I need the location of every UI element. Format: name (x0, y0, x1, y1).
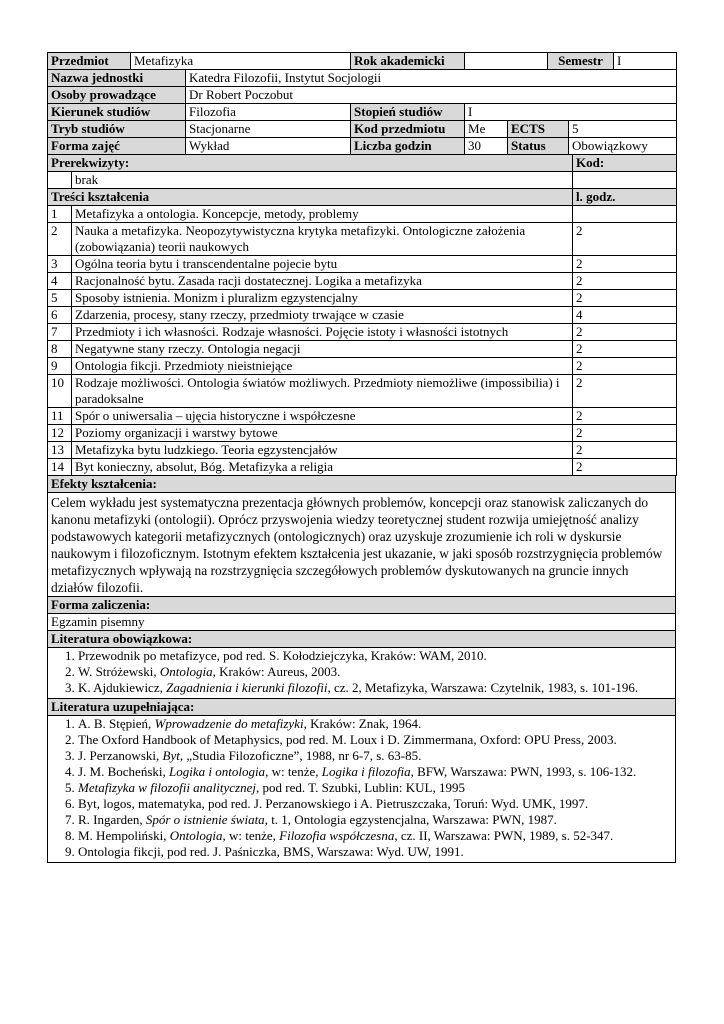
prerekwizyty-kod-value (573, 172, 677, 189)
tresci-row-topic: Byt konieczny, absolut, Bóg. Metafizyka a religia (72, 459, 573, 476)
tresci-row-hours: 2 (573, 223, 677, 256)
literature-text: J. M. Bocheński, (78, 764, 169, 779)
literatura-obowiazkowa-cell (48, 648, 676, 699)
tresci-row-hours (573, 206, 677, 223)
stopien-value: I (465, 104, 677, 121)
literature-text: , Kraków: Aureus, 2003. (212, 664, 341, 679)
stopien-label: Stopień studiów (351, 104, 465, 121)
tresci-row-number: 8 (48, 341, 72, 358)
literature-text: Przewodnik po metafizyce, pod red. S. Kołodziejczyka, Kraków: WAM, 2010. (78, 648, 487, 663)
tresci-row-number: 14 (48, 459, 72, 476)
literature-item (78, 732, 672, 748)
tresci-row-hours: 2 (573, 358, 677, 375)
tresci-row-number: 5 (48, 290, 72, 307)
literature-title: Spór o istnienie świata (145, 812, 265, 827)
zaliczenie-value: Egzamin pisemny (48, 614, 676, 631)
prerekwizyty-value: brak (72, 172, 573, 189)
semestr-label: Semestr (548, 53, 614, 70)
kod-value: Me (465, 121, 508, 138)
syllabus-sheet (47, 52, 676, 863)
forma-value: Wykład (186, 138, 351, 155)
kod-label: Kod przedmiotu (351, 121, 465, 138)
literature-text: , w: tenże, (265, 764, 322, 779)
tresci-row-topic: Sposoby istnienia. Monizm i pluralizm egzystencjalny (72, 290, 573, 307)
rok-label: Rok akademicki (351, 53, 465, 70)
literatura-uzupelniajaca-label: Literatura uzupełniająca: (48, 699, 676, 716)
tresci-rows (48, 206, 677, 476)
tresci-row (48, 459, 677, 476)
jednostka-value: Katedra Filozofii, Instytut Socjologii (186, 70, 677, 87)
tresci-row-number: 12 (48, 425, 72, 442)
literatura-uzupelniajaca-list (51, 716, 672, 860)
godz-header: l. godz. (573, 189, 677, 206)
tresci-row-number: 4 (48, 273, 72, 290)
literature-title: Logika i ontologia (169, 764, 266, 779)
literature-item (78, 680, 672, 696)
efekty-text: Celem wykładu jest systematyczna prezentacja głównych problemów, koncepcji oraz stanowisk zaliczanych do kanonu metafizyki (ontologii). Oprócz przyswojenia wiedzy teoretycznej student rozwija umiejętność analizy podstawowych kategorii metafizycznych (ontologicznych) oraz uzyskuje zrozumienie ich roli w dyskursie naukowym i filozoficznym. Istotnym efektem kształcenia jest ukazanie, w jaki sposób rozstrzygnięcia problemów metafizycznych wpływają na rozstrzygnięcia szczegółowych problemów dyskutowanych na gruncie innych działów filozofii. (48, 493, 676, 597)
literature-text: , „Studia Filozoficzne”, 1988, nr 6-7, s. 63-85. (179, 748, 422, 763)
status-value: Obowiązkowy (569, 138, 677, 155)
tresci-row-topic: Rodzaje możliwości. Ontologia światów możliwych. Przedmioty niemożliwe (impossibilia) i paradoksalne (72, 375, 573, 408)
tresci-row (48, 324, 677, 341)
tresci-row-topic: Poziomy organizacji i warstwy bytowe (72, 425, 573, 442)
literatura-uzupelniajaca-cell (48, 716, 676, 863)
literature-text: , Kraków: Znak, 1964. (303, 716, 422, 731)
literature-item (78, 844, 672, 860)
tresci-row (48, 307, 677, 324)
tresci-row-topic: Metafizyka bytu ludzkiego. Teoria egzystencjałów (72, 442, 573, 459)
literature-item (78, 828, 672, 844)
tresci-row-hours: 2 (573, 459, 677, 476)
literature-title: Ontologia (169, 828, 223, 843)
literature-title: Wprowadzenie do metafizyki (154, 716, 304, 731)
literature-item (78, 796, 672, 812)
tresci-row-hours: 2 (573, 408, 677, 425)
tresci-row-hours: 4 (573, 307, 677, 324)
literature-text: , BFW, Warszawa: PWN, 1993, s. 106-132. (410, 764, 637, 779)
tresci-row-hours: 2 (573, 324, 677, 341)
literature-text: , cz. II, Warszawa: PWN, 1989, s. 52-347. (394, 828, 614, 843)
tresci-row-number: 13 (48, 442, 72, 459)
zaliczenie-label: Forma zaliczenia: (48, 597, 676, 614)
jednostka-label: Nazwa jednostki (48, 70, 186, 87)
tresci-row-number: 7 (48, 324, 72, 341)
tresci-row-topic: Negatywne stany rzeczy. Ontologia negacji (72, 341, 573, 358)
przedmiot-label: Przedmiot (48, 53, 131, 70)
tresci-row (48, 375, 677, 408)
kod-header: Kod: (573, 155, 677, 172)
literature-text: M. Hempoliński, (78, 828, 170, 843)
tresci-row (48, 358, 677, 375)
tresci-row-topic: Ontologia fikcji. Przedmioty nieistniejące (72, 358, 573, 375)
tresci-row (48, 341, 677, 358)
tresci-row (48, 273, 677, 290)
rok-value (465, 53, 548, 70)
tresci-row-hours: 2 (573, 273, 677, 290)
literature-item (78, 716, 672, 732)
literature-text: R. Ingarden, (78, 812, 146, 827)
tresci-row (48, 408, 677, 425)
tresci-row (48, 442, 677, 459)
tresci-row-number: 6 (48, 307, 72, 324)
literatura-obowiazkowa-list (51, 648, 672, 696)
literature-title: Logika i filozofia (321, 764, 411, 779)
literature-title: Zagadnienia i kierunki filozofii (166, 680, 328, 695)
literature-text: , pod red. T. Szubki, Lublin: KUL, 1995 (256, 780, 465, 795)
literature-text: The Oxford Handbook of Metaphysics, pod red. M. Loux i D. Zimmermana, Oxford: OPU Press, 2003. (78, 732, 617, 747)
details-table (47, 475, 676, 863)
literature-text: J. Perzanowski, (78, 748, 163, 763)
literature-text: , cz. 2, Metafizyka, Warszawa: Czytelnik, 1983, s. 101-196. (327, 680, 639, 695)
literature-item (78, 664, 672, 680)
literature-text: K. Ajdukiewicz, (78, 680, 167, 695)
literature-item (78, 812, 672, 828)
tresci-row-number: 3 (48, 256, 72, 273)
kierunek-label: Kierunek studiów (48, 104, 186, 121)
forma-label: Forma zajęć (48, 138, 186, 155)
semestr-value: I (614, 53, 677, 70)
literature-title: Metafizyka w filozofii analitycznej (78, 780, 257, 795)
tresci-row (48, 206, 677, 223)
godziny-value: 30 (465, 138, 508, 155)
tresci-row-number: 9 (48, 358, 72, 375)
status-label: Status (508, 138, 569, 155)
kierunek-value: Filozofia (186, 104, 351, 121)
tresci-row (48, 223, 677, 256)
literature-text: , w: tenże, (222, 828, 280, 843)
tresci-row-number: 11 (48, 408, 72, 425)
tresci-row (48, 425, 677, 442)
literature-item (78, 780, 672, 796)
ects-value: 5 (569, 121, 677, 138)
tresci-row-topic: Ogólna teoria bytu i transcendentalne pojecie bytu (72, 256, 573, 273)
godziny-label: Liczba godzin (351, 138, 465, 155)
literature-item (78, 648, 672, 664)
ects-label: ECTS (508, 121, 569, 138)
prerekwizyty-label: Prerekwizyty: (48, 155, 573, 172)
literature-text: W. Stróżewski, (78, 664, 160, 679)
literature-item (78, 764, 672, 780)
tresci-label: Treści kształcenia (48, 189, 573, 206)
przedmiot-value: Metafizyka (131, 53, 351, 70)
tresci-row (48, 256, 677, 273)
tresci-row-topic: Nauka a metafizyka. Neopozytywistyczna krytyka metafizyki. Ontologiczne założenia (zobowiązania) teorii naukowych (72, 223, 573, 256)
literature-text: Byt, logos, matematyka, pod red. J. Perzanowskiego i A. Pietruszczaka, Toruń: Wyd. UMK, 1997. (78, 796, 589, 811)
tresci-row-topic: Zdarzenia, procesy, stany rzeczy, przedmioty trwające w czasie (72, 307, 573, 324)
tresci-row-hours: 2 (573, 375, 677, 408)
tryb-label: Tryb studiów (48, 121, 186, 138)
literature-title: Ontologia (159, 664, 213, 679)
tresci-row-hours: 2 (573, 425, 677, 442)
tresci-row-hours: 2 (573, 256, 677, 273)
literature-title: Byt (162, 748, 180, 763)
tresci-row-number: 2 (48, 223, 72, 256)
tresci-row-number: 1 (48, 206, 72, 223)
literatura-obowiazkowa-label: Literatura obowiązkowa: (48, 631, 676, 648)
osoby-value: Dr Robert Poczobut (186, 87, 677, 104)
contents-table (47, 154, 677, 476)
efekty-label: Efekty kształcenia: (48, 476, 676, 493)
header-table (47, 52, 677, 155)
tresci-row-number: 10 (48, 375, 72, 408)
literature-text: , t. 1, Ontologia egzystencjalna, Warszawa: PWN, 1987. (264, 812, 557, 827)
literature-text: A. B. Stępień, (78, 716, 155, 731)
tresci-row-topic: Racjonalność bytu. Zasada racji dostatecznej. Logika a metafizyka (72, 273, 573, 290)
literature-title: Filozofia współczesna (279, 828, 395, 843)
tresci-row-hours: 2 (573, 442, 677, 459)
tresci-row-hours: 2 (573, 290, 677, 307)
tresci-row-topic: Spór o uniwersalia – ujęcia historyczne i współczesne (72, 408, 573, 425)
tresci-row-hours: 2 (573, 341, 677, 358)
osoby-label: Osoby prowadzące (48, 87, 186, 104)
tresci-row (48, 290, 677, 307)
prerekwizyty-spacer (48, 172, 72, 189)
tresci-row-topic: Przedmioty i ich własności. Rodzaje własności. Pojęcie istoty i własności istotnych (72, 324, 573, 341)
tresci-row-topic: Metafizyka a ontologia. Koncepcje, metody, problemy (72, 206, 573, 223)
tryb-value: Stacjonarne (186, 121, 351, 138)
literature-text: Ontologia fikcji, pod red. J. Paśniczka, BMS, Warszawa: Wyd. UW, 1991. (78, 844, 464, 859)
literature-item (78, 748, 672, 764)
